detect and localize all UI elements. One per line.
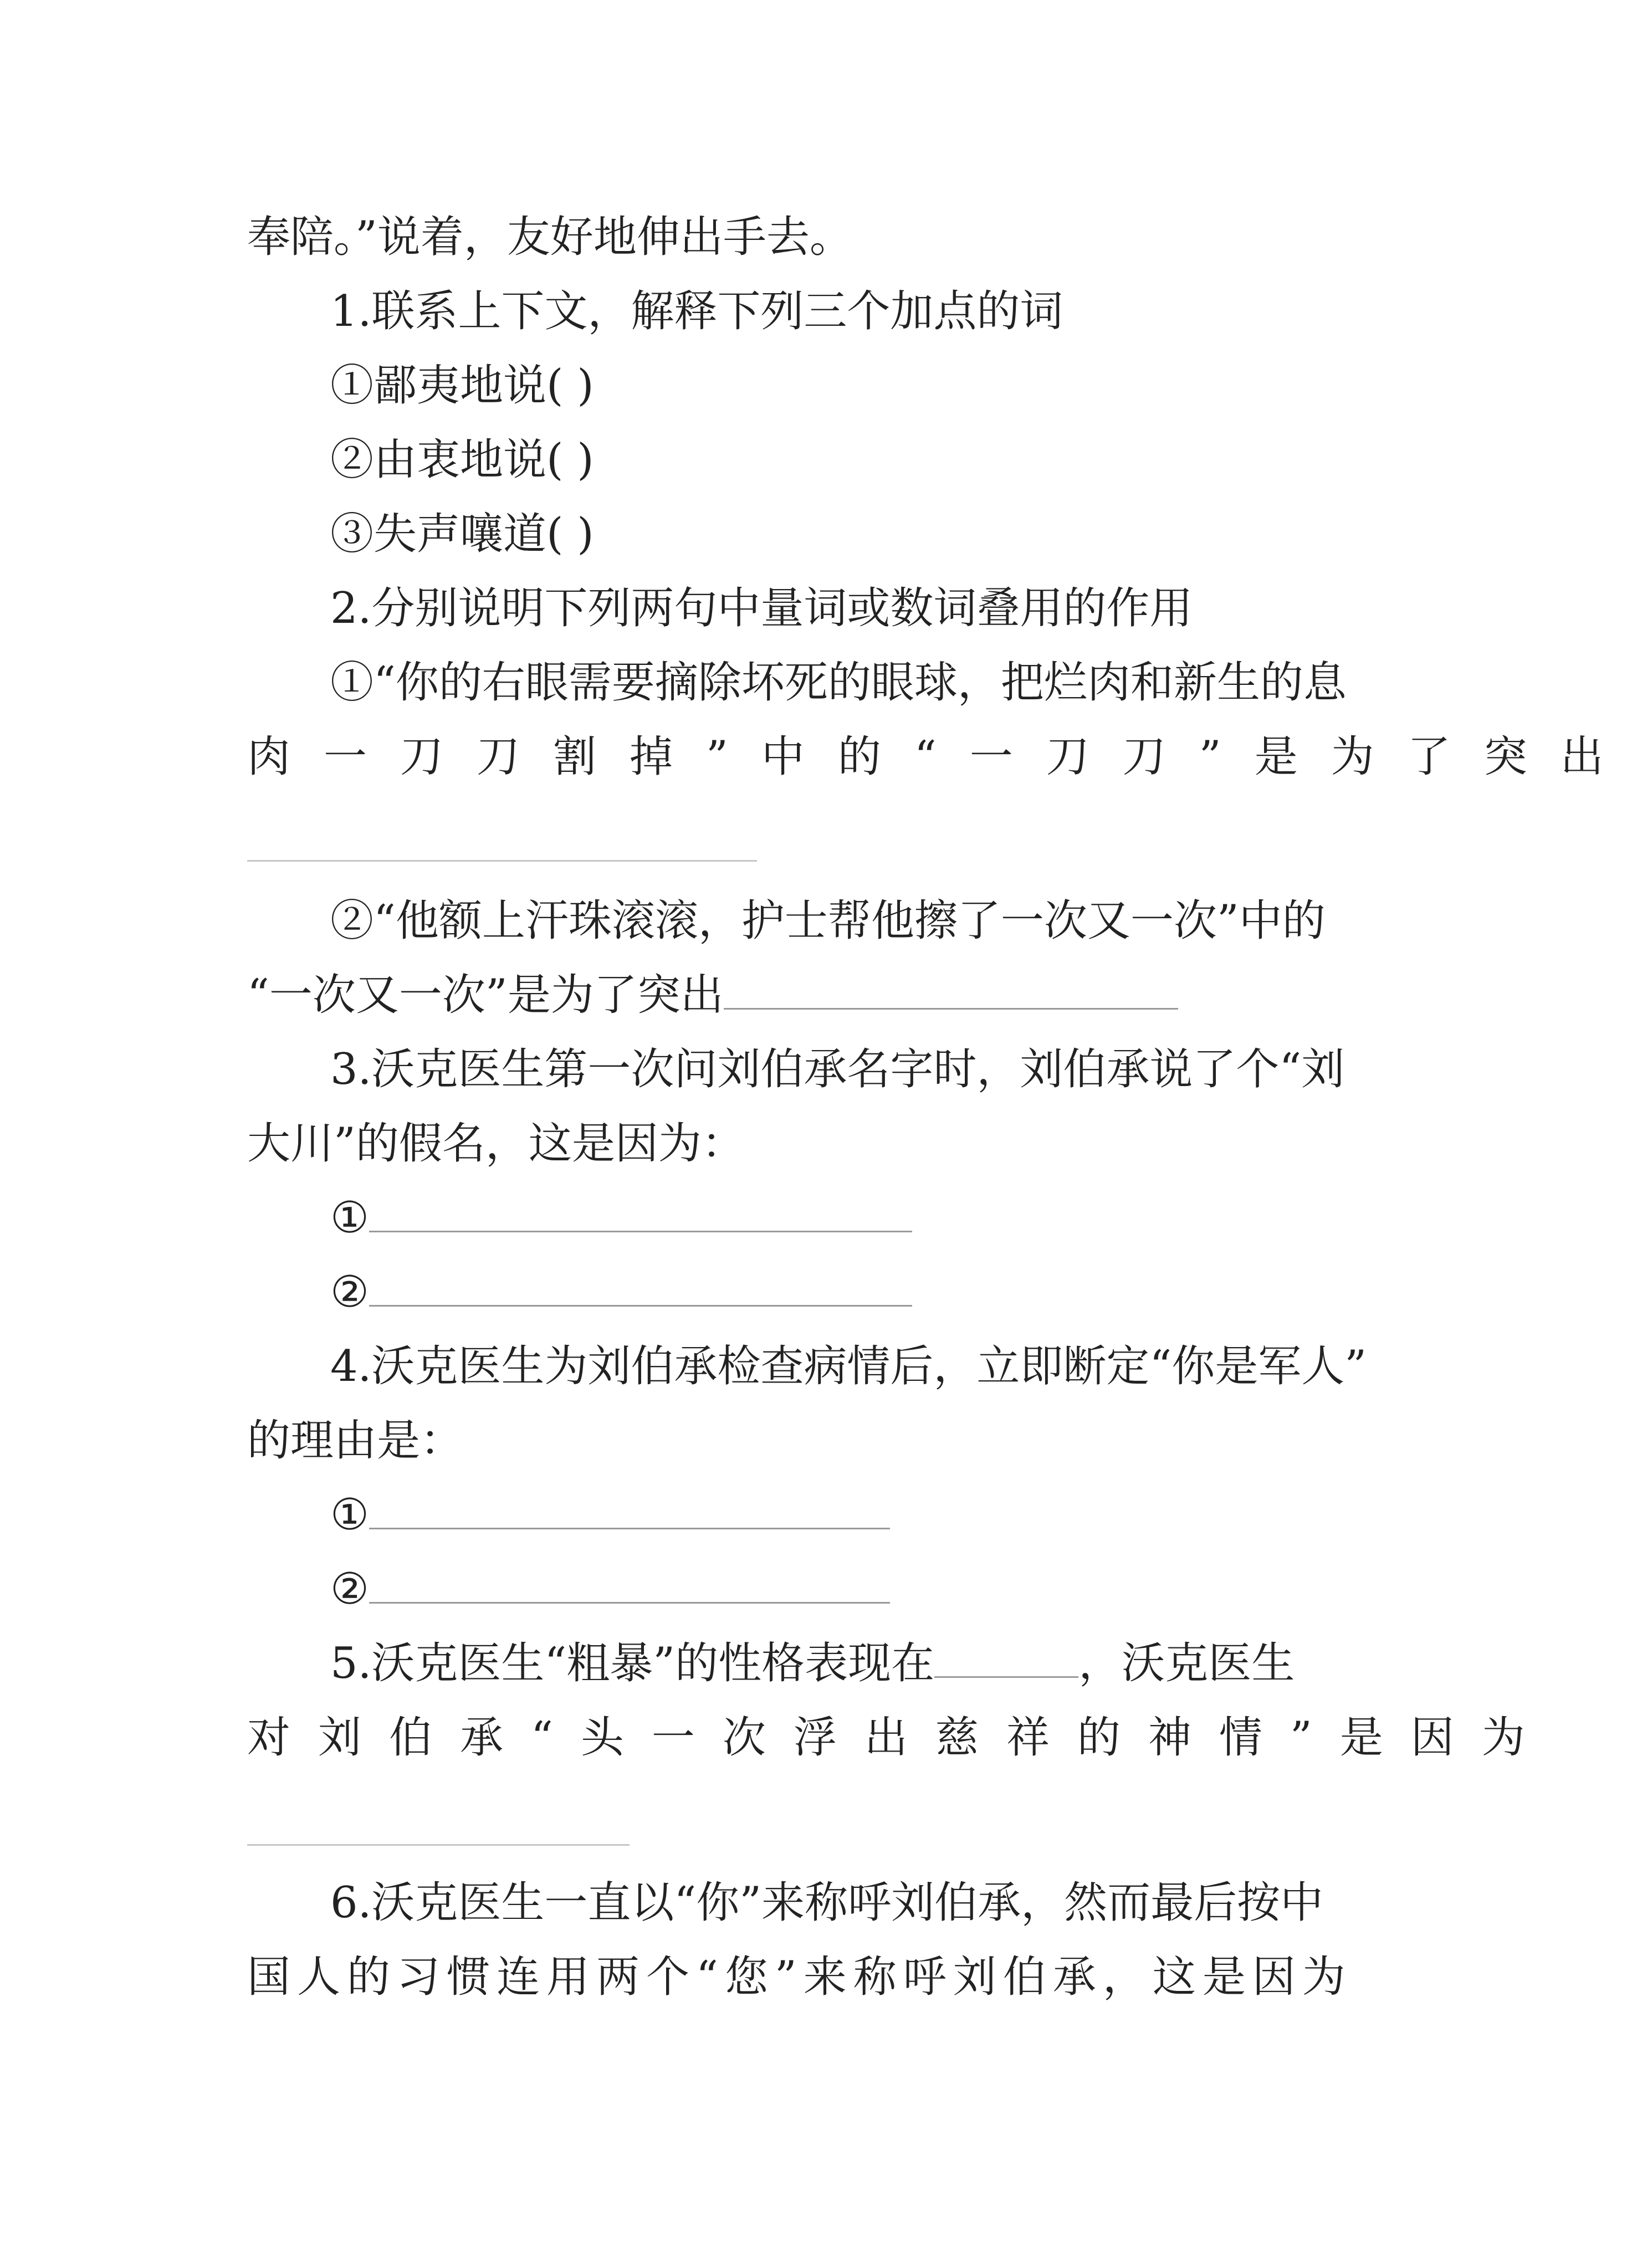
passage-last-line: 奉陪。”说着，友好地伸出手去。 xyxy=(247,212,853,262)
answer-blank-5-1[interactable] xyxy=(934,1636,1078,1678)
answer-blank-4-2[interactable] xyxy=(369,1562,890,1604)
question-6-line-1: 6.沃克医生一直以“你”来称呼刘伯承，然而最后按中 xyxy=(330,1878,1324,1928)
question-3-line-2: 大川”的假名，这是因为： xyxy=(247,1119,745,1169)
question-4-item-2-label: ② xyxy=(330,1564,369,1614)
question-4-line-2: 的理由是： xyxy=(247,1416,464,1466)
answer-blank-3-2[interactable] xyxy=(369,1265,912,1307)
question-1-item-1: ①鄙夷地说( ) xyxy=(330,361,594,411)
question-1-item-3: ③失声嚷道( ) xyxy=(330,509,594,559)
question-5-text-b: ，沃克医生 xyxy=(1078,1639,1295,1688)
question-5-text-c: 对刘伯承“头一次浮出慈祥的神情”是因为 xyxy=(247,1713,1553,1763)
question-4-item-1-label: ① xyxy=(330,1490,369,1540)
question-3-item-1 xyxy=(330,1190,1372,1246)
question-4-item-2 xyxy=(330,1562,1372,1617)
question-2-item-2-line-2 xyxy=(247,967,1372,1023)
answer-blank-2-1[interactable] xyxy=(247,860,757,862)
answer-blank-5-2[interactable] xyxy=(247,1844,630,1846)
question-5-line-1 xyxy=(330,1636,1372,1691)
question-2-item-1-text: 肉一刀刀割掉”中的“一刀刀”是为了突出 xyxy=(247,732,1637,782)
question-1: 1.联系上下文，解释下列三个加点的词 xyxy=(330,286,1063,336)
question-2-item-1-line-1: ①“你的右眼需要摘除坏死的眼球，把烂肉和新生的息 xyxy=(330,658,1347,708)
question-3-item-2 xyxy=(330,1264,1372,1320)
question-2: 2.分别说明下列两句中量词或数词叠用的作用 xyxy=(330,583,1193,633)
question-2-item-2-line-1: ②“他额上汗珠滚滚，护士帮他擦了一次又一次”中的 xyxy=(330,896,1326,946)
question-1-item-2: ②由衷地说( ) xyxy=(330,435,594,485)
question-3-item-2-label: ② xyxy=(330,1267,369,1317)
answer-blank-2-2[interactable] xyxy=(724,968,1178,1010)
question-4-item-1 xyxy=(330,1487,1372,1543)
question-4-line-1: 4.沃克医生为刘伯承检查病情后，立即断定“你是军人” xyxy=(330,1342,1367,1391)
question-2-item-2-text: “一次又一次”是为了突出 xyxy=(247,970,724,1020)
answer-blank-3-1[interactable] xyxy=(369,1191,912,1232)
question-3-item-1-label: ① xyxy=(330,1193,369,1243)
question-5-line-2 xyxy=(247,1710,1553,1765)
question-5-text-a: 5.沃克医生“粗暴”的性格表现在 xyxy=(330,1639,935,1688)
question-6-line-2: 国人的习惯连用两个“您”来称呼刘伯承，这是因为 xyxy=(247,1952,1352,2002)
question-2-item-1-line-2 xyxy=(247,729,1637,785)
question-3-line-1: 3.沃克医生第一次问刘伯承名字时，刘伯承说了个“刘 xyxy=(330,1045,1345,1094)
answer-blank-4-1[interactable] xyxy=(369,1488,890,1529)
